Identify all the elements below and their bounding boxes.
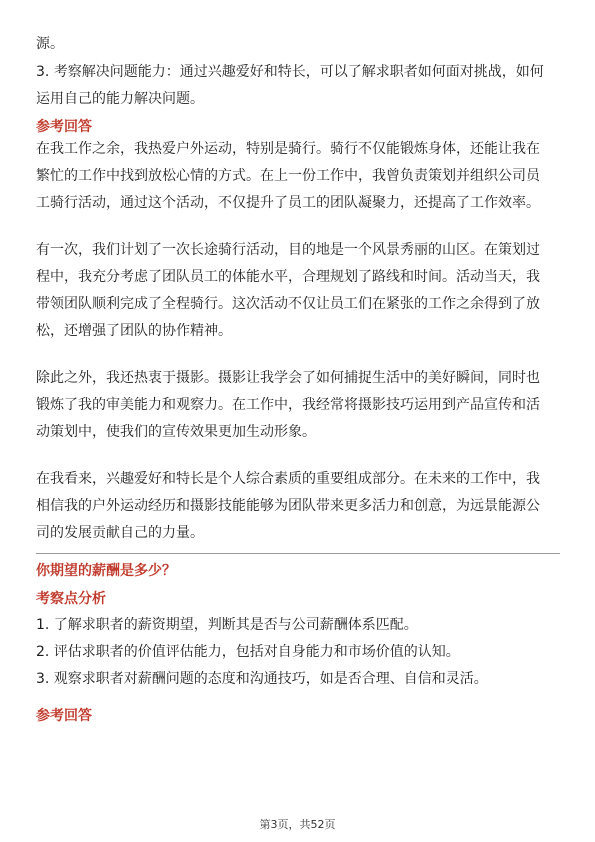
answer-paragraph-line: 有一次，我们计划了一次长途骑行活动，目的地是一个风景秀丽的山区。在策划过 xyxy=(36,242,540,258)
reference-answer-heading: 参考回答 xyxy=(36,119,92,135)
answer-paragraph-line: 在我看来，兴趣爱好和特长是个人综合素质的重要组成部分。在未来的工作中，我 xyxy=(36,471,540,487)
answer-paragraph-line: 程中，我充分考虑了团队员工的体能水平，合理规划了路线和时间。活动当天，我 xyxy=(36,269,540,285)
answer-paragraph-3 xyxy=(36,368,560,442)
question-title: 你期望的薪酬是多少？ xyxy=(36,563,176,579)
analysis-item-3-line-2: 运用自己的能力解决问题。 xyxy=(36,91,204,107)
answer-paragraph-line: 司的发展贡献自己的力量。 xyxy=(36,525,204,541)
page-number-footer: 第3页，共52页 xyxy=(259,818,336,831)
analysis-heading: 考察点分析 xyxy=(36,591,106,607)
answer-paragraph-line: 除此之外，我还热衷于摄影。摄影让我学会了如何捕捉生活中的美好瞬间，同时也 xyxy=(36,370,540,386)
answer-paragraph-line: 动策划中，使我们的宣传效果更加生动形象。 xyxy=(36,424,316,440)
reference-answer-heading-2: 参考回答 xyxy=(36,708,92,724)
answer-paragraph-line: 在我工作之余，我热爱户外运动，特别是骑行。骑行不仅能锻炼身体，还能让我在 xyxy=(36,141,540,157)
answer-paragraph-1 xyxy=(36,139,560,213)
answer-paragraph-2 xyxy=(36,240,560,341)
answer-paragraph-line: 繁忙的工作中找到放松心情的方式。在上一份工作中，我曾负责策划并组织公司员 xyxy=(36,168,540,184)
answer-paragraph-line: 锻炼了我的审美能力和观察力。在工作中，我经常将摄影技巧运用到产品宣传和活 xyxy=(36,397,540,413)
continued-text-line: 源。 xyxy=(36,36,64,52)
analysis-list-item-2: 2. 评估求职者的价值评估能力，包括对自身能力和市场价值的认知。 xyxy=(36,644,460,660)
analysis-list-item-3: 3. 观察求职者对薪酬问题的态度和沟通技巧，如是否合理、自信和灵活。 xyxy=(36,671,488,687)
answer-paragraph-line: 相信我的户外运动经历和摄影技能能够为团队带来更多活力和创意，为远景能源公 xyxy=(36,498,540,514)
answer-paragraph-line: 带领团队顺利完成了全程骑行。这次活动不仅让员工们在紧张的工作之余得到了放 xyxy=(36,296,540,312)
answer-paragraph-line: 工骑行活动，通过这个活动，不仅提升了员工的团队凝聚力，还提高了工作效率。 xyxy=(36,195,540,211)
answer-paragraph-4 xyxy=(36,469,560,543)
analysis-list xyxy=(36,615,560,689)
page-content xyxy=(36,34,560,726)
analysis-item-3 xyxy=(36,62,560,109)
analysis-list-item-1: 1. 了解求职者的薪资期望，判断其是否与公司薪酬体系匹配。 xyxy=(36,617,418,633)
analysis-item-3-line-1: 3. 考察解决问题能力：通过兴趣爱好和特长，可以了解求职者如何面对挑战，如何 xyxy=(36,64,544,80)
answer-paragraph-line: 松，还增强了团队的协作精神。 xyxy=(36,323,232,339)
